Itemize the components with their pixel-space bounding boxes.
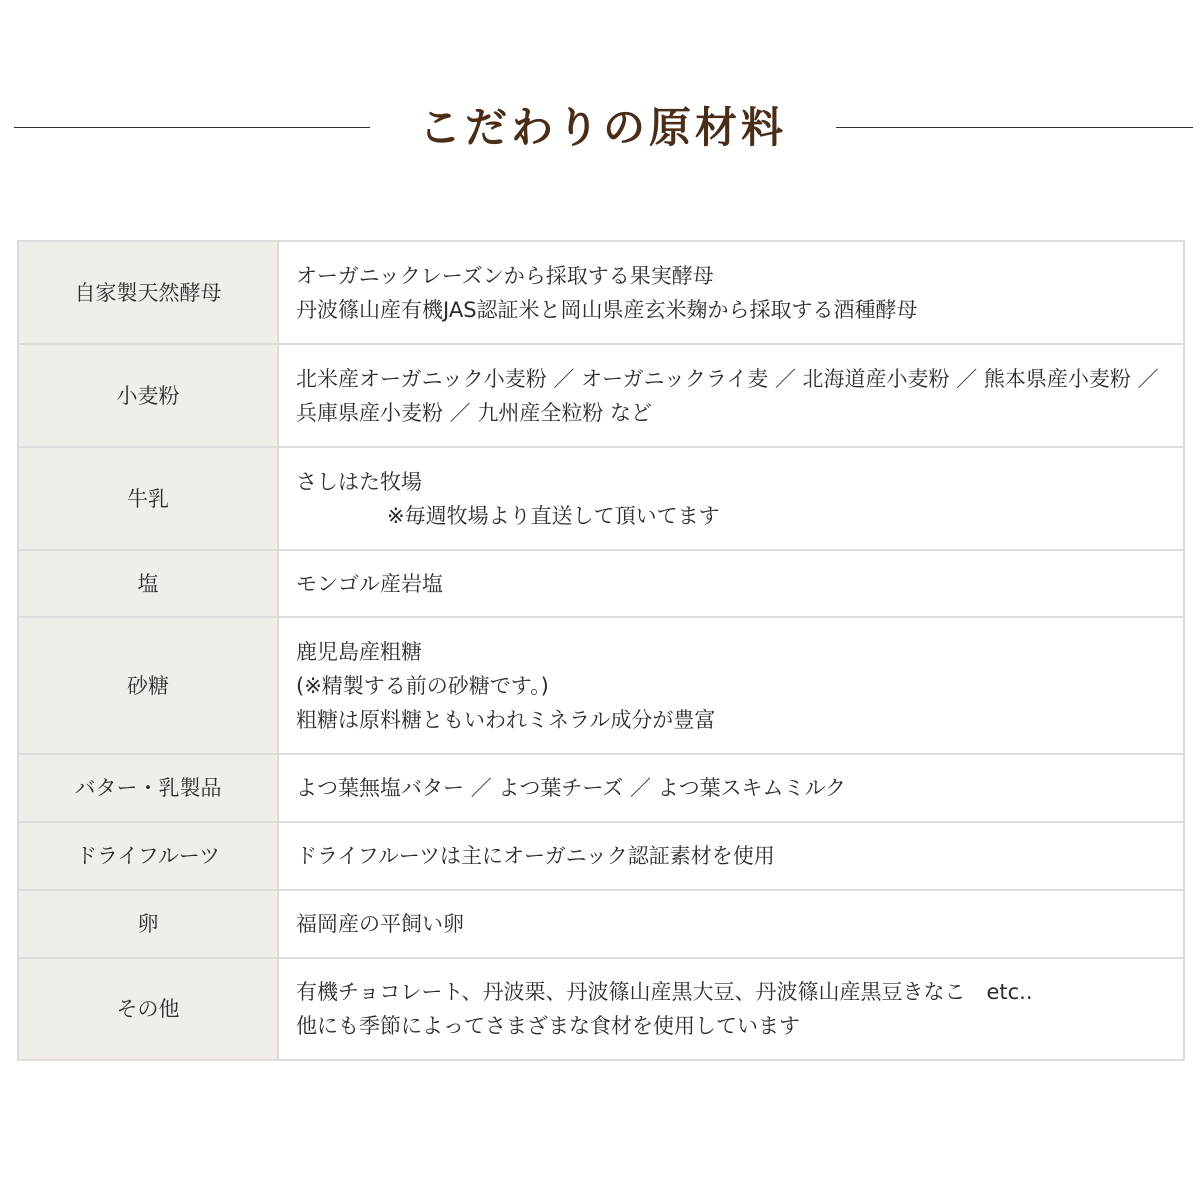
row-value — [278, 958, 1184, 1060]
value-line: 有機チョコレート、丹波栗、丹波篠山産黒大豆、丹波篠山産黒豆きなこ etc.. — [296, 980, 1033, 1004]
row-value — [278, 822, 1184, 890]
header-divider-left — [14, 127, 370, 128]
row-value — [278, 890, 1184, 958]
row-value — [278, 241, 1184, 344]
value-line: モンゴル産岩塩 — [296, 571, 443, 596]
table-row — [18, 822, 1184, 890]
row-value — [278, 447, 1184, 550]
value-line: 他にも季節によってさまざまな食材を使用しています — [296, 1014, 800, 1038]
row-label: 牛乳 — [18, 447, 278, 550]
value-line: 丹波篠山産有機JAS認証米と岡山県産玄米麹から採取する酒種酵母 — [296, 297, 918, 322]
row-value — [278, 550, 1184, 617]
row-label: ドライフルーツ — [18, 822, 278, 890]
header-divider-right — [836, 127, 1193, 128]
table-row — [18, 447, 1184, 550]
value-line: 鹿児島産粗糖 — [296, 639, 422, 664]
row-label: バター・乳製品 — [18, 754, 278, 822]
row-label: 小麦粉 — [18, 344, 278, 447]
table-row — [18, 241, 1184, 344]
row-value — [278, 344, 1184, 447]
table-row — [18, 617, 1184, 754]
row-label: その他 — [18, 958, 278, 1060]
row-label: 塩 — [18, 550, 278, 617]
page-title: こだわりの原材料 — [418, 103, 787, 152]
value-line: 粗糖は原料糖ともいわれミネラル成分が豊富 — [296, 707, 716, 732]
value-line: 北米産オーガニック小麦粉 ／ オーガニックライ麦 ／ 北海道産小麦粉 ／ 熊本県産小麦粉 ／ 兵庫県産小麦粉 ／ 九州産全粒粉 など — [296, 366, 1159, 425]
row-value — [278, 617, 1184, 754]
value-line: ドライフルーツは主にオーガニック認証素材を使用 — [296, 844, 775, 868]
value-line: よつ葉無塩バター ／ よつ葉チーズ ／ よつ葉スキムミルク — [296, 776, 847, 800]
section-header — [0, 96, 1201, 160]
table-row — [18, 344, 1184, 447]
row-label: 卵 — [18, 890, 278, 958]
value-line: 福岡産の平飼い卵 — [296, 912, 464, 936]
value-line: さしはた牧場 — [296, 469, 422, 494]
value-line: オーガニックレーズンから採取する果実酵母 — [296, 263, 714, 288]
ingredients-table — [17, 240, 1185, 1061]
value-line: (※精製する前の砂糖です。) — [296, 673, 549, 698]
table-row — [18, 890, 1184, 958]
row-label: 自家製天然酵母 — [18, 241, 278, 344]
table-row — [18, 958, 1184, 1060]
row-label: 砂糖 — [18, 617, 278, 754]
table-row — [18, 550, 1184, 617]
value-line: ※毎週牧場より直送して頂いてます — [387, 503, 720, 528]
row-value — [278, 754, 1184, 822]
table-row — [18, 754, 1184, 822]
